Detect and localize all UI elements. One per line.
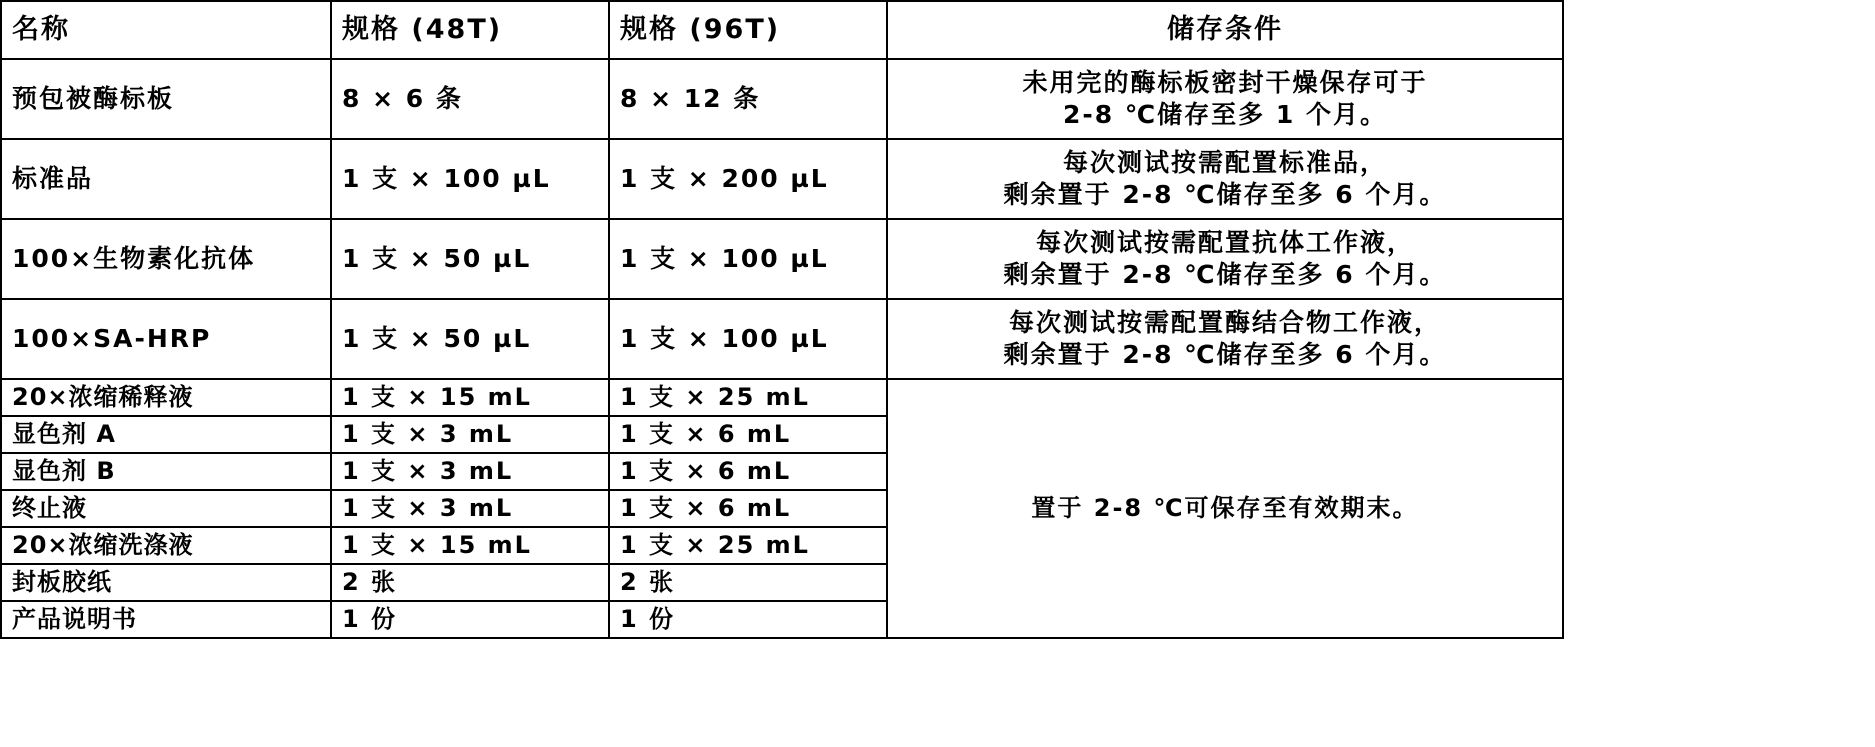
storage-line-1: 每次测试按需配置酶结合物工作液， <box>1008 308 1441 337</box>
cell-component-name: 产品说明书 <box>1 601 331 638</box>
cell-component-name: 封板胶纸 <box>1 564 331 601</box>
cell-component-name: 100×SA-HRP <box>1 299 331 379</box>
column-header-storage: 储存条件 <box>887 1 1563 59</box>
cell-storage-condition-merged: 置于 2-8 ℃可保存至有效期末。 <box>887 379 1563 638</box>
cell-spec-48t: 1 支 × 15 mL <box>331 379 609 416</box>
cell-spec-48t: 1 份 <box>331 601 609 638</box>
cell-storage-condition <box>887 299 1563 379</box>
cell-spec-96t: 1 支 × 6 mL <box>609 453 887 490</box>
storage-line-2: 剩余置于 2-8 ℃储存至多 6 个月。 <box>1003 340 1447 369</box>
column-header-spec-48t: 规格 (48T) <box>331 1 609 59</box>
cell-spec-96t: 1 支 × 100 µL <box>609 299 887 379</box>
cell-spec-48t: 1 支 × 100 µL <box>331 139 609 219</box>
table-row <box>1 379 1563 416</box>
cell-spec-96t: 1 支 × 200 µL <box>609 139 887 219</box>
storage-line-2: 剩余置于 2-8 ℃储存至多 6 个月。 <box>1003 180 1447 209</box>
cell-spec-96t: 1 份 <box>609 601 887 638</box>
cell-spec-96t: 1 支 × 25 mL <box>609 527 887 564</box>
table-header-row <box>1 1 1563 59</box>
table-row <box>1 59 1563 139</box>
cell-spec-48t: 2 张 <box>331 564 609 601</box>
table-row <box>1 219 1563 299</box>
cell-spec-48t: 1 支 × 3 mL <box>331 490 609 527</box>
column-header-spec-96t: 规格 (96T) <box>609 1 887 59</box>
cell-component-name: 预包被酶标板 <box>1 59 331 139</box>
storage-line-2: 剩余置于 2-8 ℃储存至多 6 个月。 <box>1003 260 1447 289</box>
cell-spec-48t: 1 支 × 3 mL <box>331 453 609 490</box>
storage-line-1: 每次测试按需配置抗体工作液， <box>1035 228 1414 257</box>
cell-spec-96t: 1 支 × 100 µL <box>609 219 887 299</box>
cell-spec-48t: 8 × 6 条 <box>331 59 609 139</box>
cell-spec-48t: 1 支 × 15 mL <box>331 527 609 564</box>
cell-component-name: 20×浓缩洗涤液 <box>1 527 331 564</box>
cell-storage-condition <box>887 59 1563 139</box>
table-header <box>1 1 1563 59</box>
table-body <box>1 59 1563 638</box>
cell-spec-48t: 1 支 × 50 µL <box>331 299 609 379</box>
storage-line-2: 2-8 ℃储存至多 1 个月。 <box>1063 100 1387 129</box>
cell-component-name: 终止液 <box>1 490 331 527</box>
cell-spec-96t: 1 支 × 6 mL <box>609 416 887 453</box>
cell-spec-96t: 2 张 <box>609 564 887 601</box>
storage-line-1: 未用完的酶标板密封干燥保存可于 <box>1022 68 1428 97</box>
table-row <box>1 299 1563 379</box>
cell-spec-96t: 1 支 × 6 mL <box>609 490 887 527</box>
cell-storage-condition <box>887 219 1563 299</box>
cell-storage-condition <box>887 139 1563 219</box>
cell-component-name: 标准品 <box>1 139 331 219</box>
cell-component-name: 20×浓缩稀释液 <box>1 379 331 416</box>
table-row <box>1 139 1563 219</box>
cell-spec-96t: 8 × 12 条 <box>609 59 887 139</box>
cell-component-name: 显色剂 B <box>1 453 331 490</box>
cell-component-name: 显色剂 A <box>1 416 331 453</box>
cell-spec-96t: 1 支 × 25 mL <box>609 379 887 416</box>
column-header-name: 名称 <box>1 1 331 59</box>
storage-line-1: 每次测试按需配置标准品， <box>1062 148 1387 177</box>
cell-component-name: 100×生物素化抗体 <box>1 219 331 299</box>
cell-spec-48t: 1 支 × 50 µL <box>331 219 609 299</box>
cell-spec-48t: 1 支 × 3 mL <box>331 416 609 453</box>
